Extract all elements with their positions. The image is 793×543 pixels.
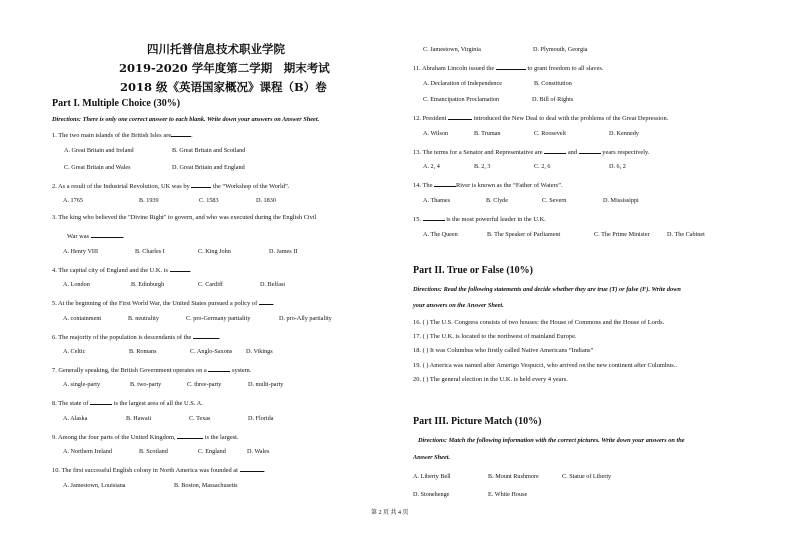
question-7: 7. Generally speaking, the British Government operates on a system. [52,367,252,374]
q7-option-b: B. two-party [130,381,162,388]
q9-option-b: B. Scotland [139,448,168,455]
q10-option-d: D. Plymouth, Georgia [533,46,588,53]
question-3-cont: War was . [67,233,125,240]
q7-option-d: D. multi-party [248,381,284,388]
q15-option-d: D. The Cabinet [667,231,705,238]
q14-option-a: A. Thames [423,197,451,204]
question-4: 4. The capital city of England and the U.K. is . [52,267,192,274]
question-8: 8. The state of is the largest area of all the U.S. A. [52,400,203,407]
q5-option-a: A. containment [63,315,102,322]
question-9: 9. Among the four parts of the United Kingdom, is the largest. [52,434,239,441]
part1-directions: Directions: There is only one correct answer to each blank. Write down your answers on Answer Sheet. [52,116,320,123]
q12-option-a: A. Wilson [423,130,449,137]
q4-option-d: D. Belfast [260,281,286,288]
question-14: 14. The River is known as the “Father of Waters”. [413,182,563,189]
q3-option-a: A. Henry VIII [63,248,99,255]
part2-directions: Directions: Read the following statements and decide whether they are true (T) or false (F). Write down [413,286,681,293]
picture-option-c: C. Statue of Liberty [562,473,612,480]
q5-option-b: B. neutrality [128,315,159,322]
q10-option-c: C. Jamestown, Virginia [423,46,481,53]
question-20: 20. ( ) The general election in the U.K. is held every 4 years. [413,376,568,383]
q12-option-c: C. Roosevelt [534,130,566,137]
question-18: 18. ( ) It was Columbus who firstly called Native Americans “Indians” [413,347,594,354]
question-17: 17. ( ) The U.K. is located to the northwest of mainland Europe. [413,333,577,340]
q3-option-b: B. Charles I [135,248,165,255]
q11-option-a: A. Declaration of Independence [423,80,503,87]
q2-option-b: B. 1939 [139,197,159,204]
question-1: 1. The two main islands of the British Isles are . [52,132,193,139]
q14-option-d: D. Mississippi [603,197,639,204]
q6-option-b: B. Romans [129,348,157,355]
question-3: 3. The king who believed the "Divine Right" to govern, and who was executed during the English Civil [52,214,317,221]
q3-option-d: D. James II [269,248,298,255]
q8-option-b: B. Hawaii [126,415,152,422]
q9-option-a: A. Northern Ireland [63,448,112,455]
q15-option-c: C. The Prime Minister [594,231,650,238]
q1-option-b: B. Great Britain and Scotland [172,147,246,154]
q10-option-a: A. Jamestown, Louisiana [63,482,126,489]
q1-option-c: C. Great Britain and Wales [64,164,131,171]
q5-option-d: D. pro-Ally partiality [279,315,332,322]
part2-title: Part II. True or False (10%) [413,265,533,276]
part2-directions-cont: your answers on the Answer Sheet. [413,302,504,309]
q12-option-b: B. Truman [474,130,501,137]
q1-option-d: D. Great Britain and England [172,164,245,171]
q6-option-c: C. Anglo-Saxons [190,348,233,355]
question-2: 2. As a result of the Industrial Revolution, UK was by the “Workshop of the World”. [52,183,290,190]
question-16: 16. ( ) The U.S. Congress consists of two houses: the House of Commons and the House of Lords. [413,319,665,326]
q7-option-a: A. single-party [63,381,101,388]
part3-title: Part III. Picture Match (10%) [413,416,542,427]
q8-option-a: A. Alaska [63,415,88,422]
q8-option-d: D. Florida [248,415,274,422]
course-title: 2018 级《英语国家概况》课程（B）卷 [120,80,327,94]
q3-option-c: C. King John [198,248,231,255]
q11-option-d: D. Bill of Rights [532,96,574,103]
picture-option-e: E. White House [488,491,528,498]
q9-option-d: D. Wales [247,448,270,455]
question-13: 13. The terms for a Senator and Representative are and years respectively. [413,149,650,156]
q6-option-a: A. Celtic [63,348,86,355]
q13-option-b: B. 2, 3 [474,163,491,170]
q11-option-b: B. Constitution [534,80,572,87]
school-name: 四川托普信息技术职业学院 [147,42,285,56]
q14-option-b: B. Clyde [486,197,509,204]
page-number: 第 2 页 共 4 页 [371,510,409,516]
q4-option-b: B. Edinburgh [131,281,165,288]
q1-option-a: A. Great Britain and Ireland [64,147,134,154]
q11-option-c: C. Emancipation Proclamation [423,96,500,103]
q2-option-d: D. 1830 [256,197,276,204]
question-5: 5. At the beginning of the First World War, the United States pursued a policy of . [52,300,275,307]
exam-term: 2019-2020 学年度第二学期 期末考试 [119,61,330,75]
q4-option-a: A. London [63,281,90,288]
question-19: 19. ( ) America was named after Amerigo Vespucci, who arrived on the new continent after Columbus.. [413,362,677,369]
picture-option-d: D. Stonehenge [413,491,450,498]
q13-option-a: A. 2, 4 [423,163,440,170]
picture-option-b: B. Mount Rushmore [488,473,539,480]
q8-option-c: C. Texas [189,415,211,422]
part3-directions: Directions: Match the following information with the correct pictures. Write down your answers on the [418,437,685,444]
q2-option-a: A. 1765 [63,197,83,204]
question-6: 6. The majority of the population is descendants of the . [52,334,221,341]
q4-option-c: C. Cardiff [198,281,223,288]
picture-option-a: A. Liberty Bell [413,473,451,480]
part3-directions-cont: Answer Sheet. [413,454,451,461]
question-12: 12. President introduced the New Deal to deal with the problems of the Great Depression. [413,115,669,122]
part1-title: Part I. Multiple Choice (30%) [52,98,181,109]
q15-option-a: A. The Queen [423,231,458,238]
q6-option-d: D. Vikings [246,348,273,355]
q9-option-c: C. England [198,448,226,455]
question-10: 10. The first successful English colony in North America was founded at . [52,467,266,474]
q5-option-c: C. pro-Germany partiality [186,315,251,322]
q2-option-c: C. 1583 [199,197,219,204]
q15-option-b: B. The Speaker of Parliament [487,231,561,238]
q10-option-b: B. Boston, Massachusetts [174,482,238,489]
question-15: 15. is the most powerful leader in the U.K. [413,216,546,223]
q7-option-c: C. three-party [187,381,222,388]
q13-option-c: C. 2, 6 [534,163,551,170]
question-11: 11. Abraham Lincoln issued the to grant freedom to all slaves. [413,65,604,72]
q13-option-d: D. 6, 2 [609,163,626,170]
q14-option-c: C. Severn [542,197,567,204]
q12-option-d: D. Kennedy [609,130,639,137]
